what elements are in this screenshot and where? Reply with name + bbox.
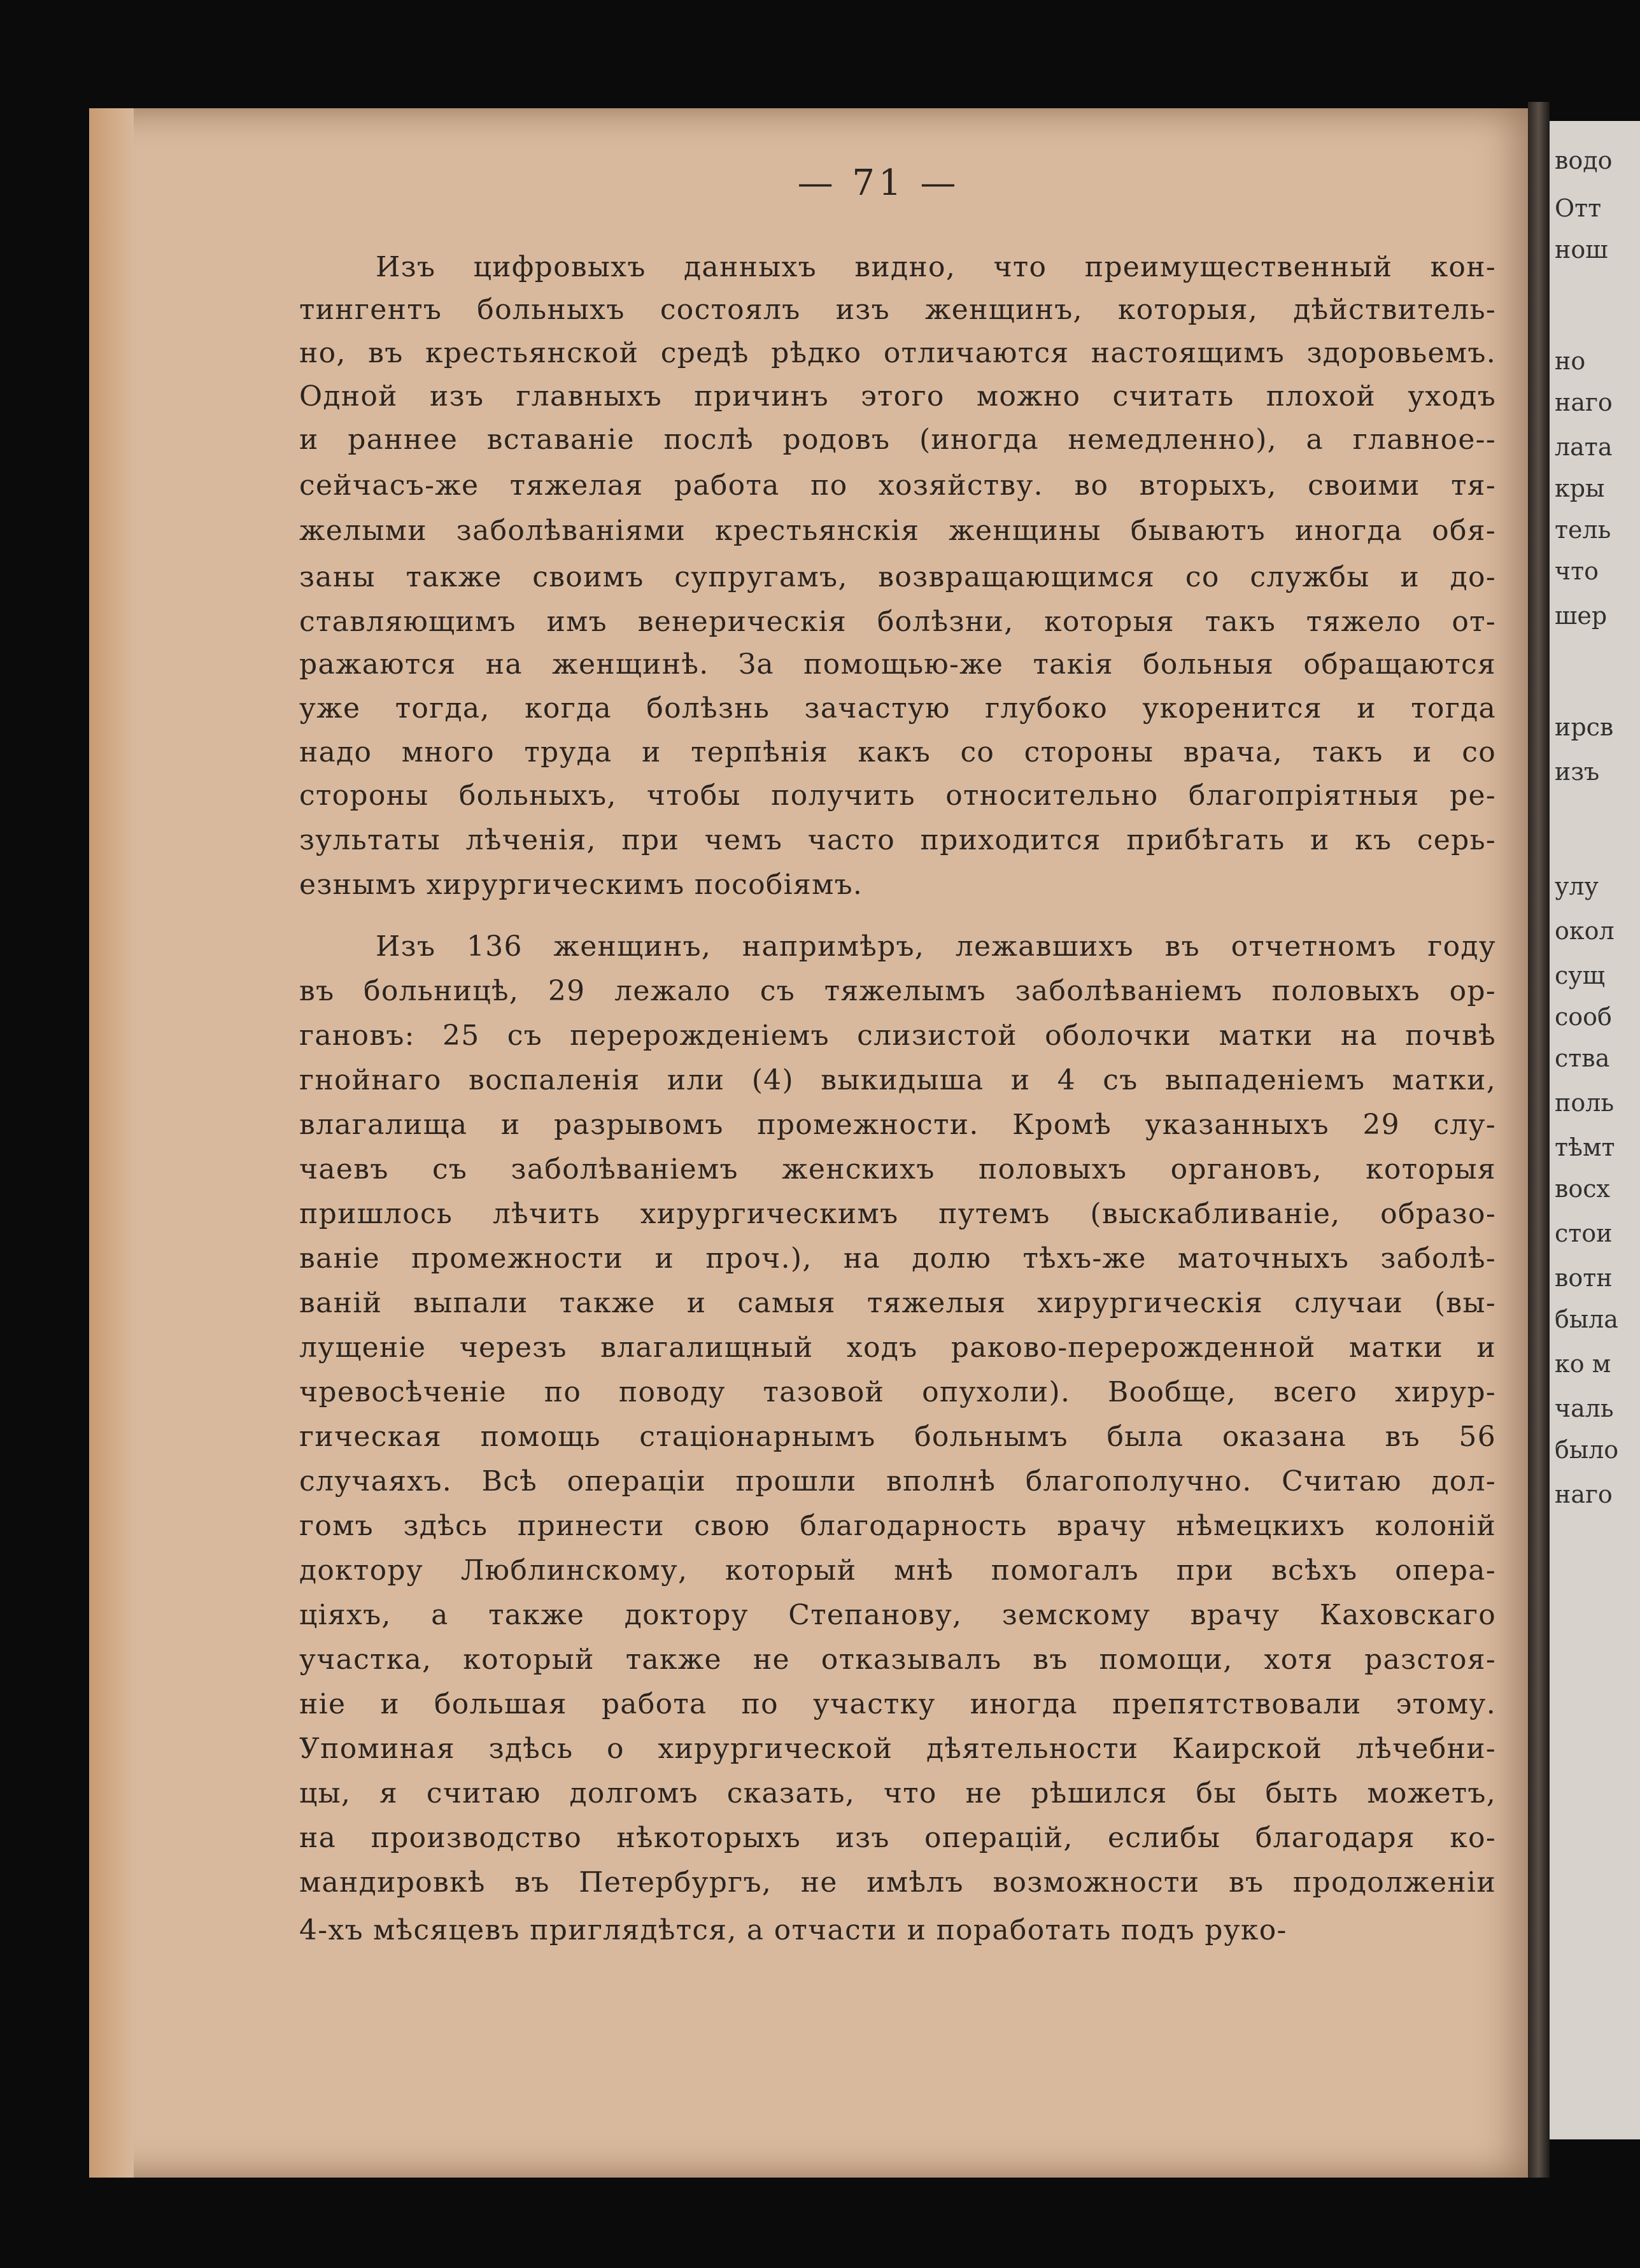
facing-page-fragment: окол: [1555, 917, 1615, 945]
facing-page-fragment: была: [1555, 1305, 1618, 1333]
facing-page-fragment: стои: [1555, 1219, 1613, 1247]
facing-page-fragment: лата: [1555, 433, 1613, 461]
text-line: гановъ: 25 съ перерожденіемъ слизистой оболочки матки на почвѣ: [299, 1019, 1496, 1052]
facing-page-fragment: изъ: [1555, 758, 1600, 786]
text-line: 4-хъ мѣсяцевъ приглядѣтся, а отчасти и поработать подъ руко-: [299, 1914, 1287, 1946]
facing-page-fragment: улу: [1555, 872, 1599, 900]
text-line: Изъ цифровыхъ данныхъ видно, что преимущественный кон-: [376, 251, 1496, 283]
text-line: ціяхъ, а также доктору Степанову, земскому врачу Каховскаго: [299, 1599, 1496, 1631]
facing-page-fragment: сущ: [1555, 961, 1605, 989]
facing-page-fragment: тѣмт: [1555, 1133, 1615, 1161]
text-line: на производство нѣкоторыхъ изъ операцій, еслибы благодаря ко-: [299, 1822, 1496, 1854]
text-line: ніе и большая работа по участку иногда препятствовали этому.: [299, 1688, 1496, 1720]
text-line: гическая помощь стаціонарнымъ больнымъ была оказана въ 56: [299, 1421, 1496, 1453]
text-line: ражаются на женщинѣ. За помощью-же такія больныя обращаются: [299, 648, 1496, 681]
facing-page-fragment: сооб: [1555, 1003, 1612, 1031]
text-line: Изъ 136 женщинъ, напримѣръ, лежавшихъ въ отчетномъ году: [376, 930, 1496, 963]
text-line: Упоминая здѣсь о хирургической дѣятельности Каирской лѣчебни-: [299, 1733, 1496, 1765]
text-line: цы, я считаю долгомъ сказать, что не рѣшился бы быть можетъ,: [299, 1777, 1496, 1810]
text-line: езнымъ хирургическимъ пособіямъ.: [299, 868, 863, 901]
facing-page-fragment: Отт: [1555, 194, 1602, 222]
facing-page-fragment: наго: [1555, 1480, 1613, 1508]
text-line: чревосѣченіе по поводу тазовой опухоли). Вообще, всего хирур-: [299, 1376, 1496, 1408]
facing-page-fragment: кры: [1555, 474, 1605, 502]
facing-page-fragment: нош: [1555, 236, 1608, 264]
text-line: въ больницѣ, 29 лежало съ тяжелымъ заболѣваніемъ половыхъ ор-: [299, 975, 1496, 1007]
text-line: гомъ здѣсь принести свою благодарность врачу нѣмецкихъ колоній: [299, 1510, 1496, 1542]
text-line: надо много труда и терпѣнія какъ со стороны врача, такъ и со: [299, 736, 1496, 769]
page-number: — 71 —: [797, 162, 960, 204]
text-line: участка, который также не отказывалъ въ помощи, хотя разстоя-: [299, 1643, 1496, 1676]
text-line: чаевъ съ заболѣваніемъ женскихъ половыхъ органовъ, которыя: [299, 1153, 1496, 1186]
facing-page-fragment: чаль: [1555, 1394, 1614, 1422]
text-line: заны также своимъ супругамъ, возвращающимся со службы и до-: [299, 561, 1496, 593]
text-line: сейчасъ-же тяжелая работа по хозяйству. во вторыхъ, своими тя-: [299, 469, 1496, 502]
text-line: ваній выпали также и самыя тяжелыя хирургическія случаи (вы-: [299, 1287, 1496, 1319]
text-line: тингентъ больныхъ состоялъ изъ женщинъ, которыя, дѣйствитель-: [299, 294, 1496, 326]
text-line: зультаты лѣченія, при чемъ часто приходится прибѣгать и къ серь-: [299, 824, 1496, 856]
page-edge: [89, 108, 134, 2178]
text-line: и раннее вставаніе послѣ родовъ (иногда немедленно), а главное--: [299, 423, 1496, 456]
facing-page-fragment: что: [1555, 557, 1599, 585]
facing-page-fragment: было: [1555, 1436, 1619, 1464]
text-line: лущеніе черезъ влагалищный ходъ раково-перерожденной матки и: [299, 1331, 1496, 1364]
text-line: влагалища и разрывомъ промежности. Кромѣ указанныхъ 29 слу-: [299, 1109, 1496, 1141]
text-line: пришлось лѣчить хирургическимъ путемъ (выскабливаніе, образо-: [299, 1198, 1496, 1230]
text-line: ставляющимъ имъ венерическія болѣзни, которыя такъ тяжело от-: [299, 606, 1496, 638]
text-line: но, въ крестьянской средѣ рѣдко отличаются настоящимъ здоровьемъ.: [299, 337, 1496, 369]
text-line: стороны больныхъ, чтобы получить относительно благопріятныя ре-: [299, 779, 1496, 812]
facing-page-fragment: тель: [1555, 516, 1611, 544]
text-line: ваніе промежности и проч.), на долю тѣхъ-же маточныхъ заболѣ-: [299, 1242, 1496, 1275]
text-line: доктору Люблинскому, который мнѣ помогалъ при всѣхъ опера-: [299, 1554, 1496, 1587]
text-line: желыми заболѣваніями крестьянскія женщины бываютъ иногда обя-: [299, 514, 1496, 547]
text-line: Одной изъ главныхъ причинъ этого можно считать плохой уходъ: [299, 380, 1496, 413]
facing-page-fragment: наго: [1555, 388, 1613, 416]
book-spine: [1528, 102, 1550, 2178]
facing-page-fragment: восх: [1555, 1175, 1610, 1203]
facing-page-fragment: ко м: [1555, 1350, 1611, 1378]
text-line: уже тогда, когда болѣзнь зачастую глубоко укоренится и тогда: [299, 692, 1496, 725]
facing-page: [1550, 121, 1640, 2139]
text-line: мандировкѣ въ Петербургъ, не имѣлъ возможности въ продолженіи: [299, 1866, 1496, 1899]
facing-page-fragment: но: [1555, 347, 1586, 375]
text-line: гнойнаго воспаленія или (4) выкидыша и 4 съ выпаденіемъ матки,: [299, 1064, 1496, 1096]
facing-page-fragment: поль: [1555, 1089, 1615, 1117]
facing-page-fragment: шер: [1555, 602, 1608, 630]
facing-page-fragment: вотн: [1555, 1264, 1613, 1292]
facing-page-fragment: ирсв: [1555, 713, 1614, 741]
facing-page-fragment: ства: [1555, 1044, 1610, 1072]
text-line: случаяхъ. Всѣ операціи прошли вполнѣ благополучно. Считаю дол-: [299, 1465, 1496, 1498]
facing-page-fragment: водо: [1555, 146, 1613, 174]
